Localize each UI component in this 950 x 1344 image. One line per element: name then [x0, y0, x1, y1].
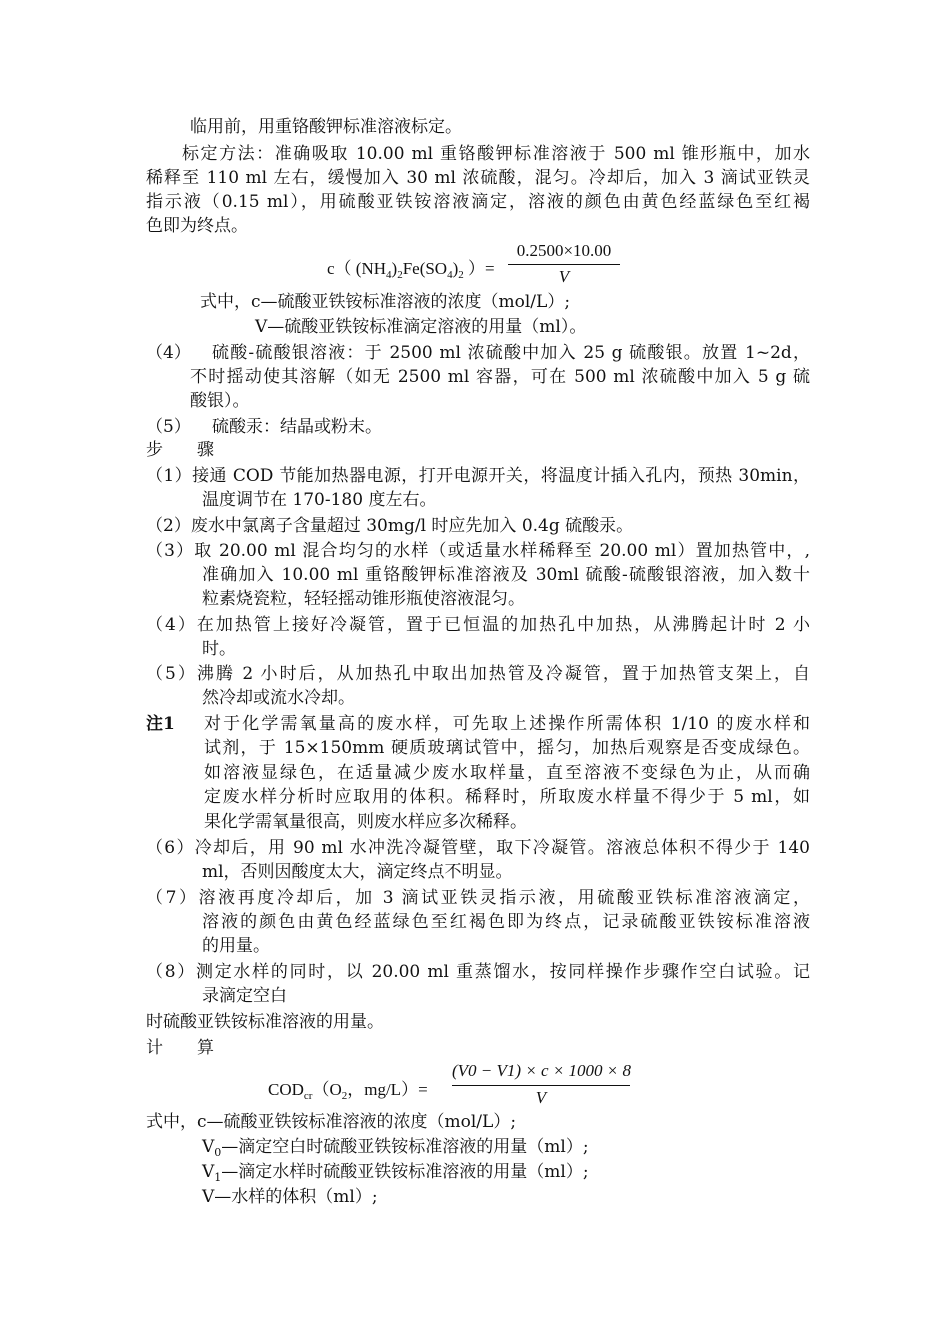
formula-2-numerator: (V0 − V1) × c × 1000 × 8 [452, 1061, 632, 1080]
formula-2-desc-v: V—水样的体积（ml）; [202, 1187, 378, 1207]
step-6-line-2: ml，否则因酸度太大，滴定终点不明显。 [202, 862, 513, 882]
step-1-line-1: （1）接通 COD 节能加热器电源，打开电源开关，将温度计插入孔内，预热 30min， [146, 466, 810, 486]
step-7-line-2: 溶液的颜色由黄色经蓝绿色至红褐色即为终点，记录硫酸亚铁铵标准溶液 [202, 912, 810, 932]
step-3-line-3: 粒素烧瓷粒，轻轻摇动锥形瓶使溶液混匀。 [202, 589, 525, 609]
step-8-line-1: （8）测定水样的同时，以 20.00 ml 重蒸馏水，按同样操作步骤作空白试验。记 [146, 962, 810, 982]
step-3-line-2: 准确加入 10.00 ml 重铬酸钾标准溶液及 30ml 硫酸-硫酸银溶液，加入数十 [202, 565, 810, 585]
step-5-line-2: 然冷却或流水冷却。 [202, 688, 355, 708]
step-7-line-1: （7）溶液再度冷却后，加 3 滴试亚铁灵指示液，用硫酸亚铁标准溶液滴定， [146, 888, 810, 908]
formula-2-desc-v1: $V_1—$滴定水样时硫酸亚铁铵标准溶液的用量（ml）; [202, 1162, 589, 1184]
note-line-4: 定废水样分析时应取用的体积。稀释时，所取废水样量不得少于 5 ml，如 [204, 787, 810, 807]
formula-2-desc-c: 式中，c—硫酸亚铁铵标准溶液的浓度（mol/L）; [146, 1112, 517, 1132]
method-line-1: 标定方法：准确吸取 10.00 ml 重铬酸钾标准溶液于 500 ml 锥形瓶中，加水 [182, 144, 810, 164]
note-label: 注1 [146, 714, 175, 734]
reagent-5-number: （5） [146, 417, 191, 437]
formula-1-numerator: 0.2500×10.00 [516, 241, 612, 260]
step-1-line-2: 温度调节在 170-180 度左右。 [202, 490, 437, 510]
formula-cod-lhs: $COD_{cr}(O_2$，mg/L）= [268, 1080, 428, 1102]
formula-2-denominator: V [535, 1088, 547, 1107]
note-line-1: 对于化学需氧量高的废水样，可先取上述操作所需体积 1/10 的废水样和 [204, 714, 810, 734]
calibration-note: 临用前，用重铬酸钾标准溶液标定。 [190, 117, 462, 137]
step-4-line-1: （4）在加热管上接好冷凝管，置于已恒温的加热孔中加热，从沸腾起计时 2 小 [146, 615, 810, 635]
method-line-3: 指示液（0.15 ml），用硫酸亚铁铵溶液滴定，溶液的颜色由黄色经蓝绿色至红褐 [146, 192, 810, 212]
step-8-line-2: 录滴定空白 [202, 986, 287, 1006]
step-5-line-1: （5）沸腾 2 小时后，从加热孔中取出加热管及冷凝管，置于加热管支架上，自 [146, 664, 810, 684]
note-line-3: 如溶液显绿色，在适量减少废水取样量，直至溶液不变绿色为止，从而确 [204, 763, 810, 783]
reagent-4-number: （4） [146, 343, 191, 363]
method-line-4: 色即为终点。 [146, 216, 248, 236]
formula-1-fraction-bar [508, 264, 620, 265]
formula-2-fraction-bar [452, 1085, 630, 1086]
formula-1-denominator: V [558, 267, 570, 286]
reagent-4-line-2: 不时摇动使其溶解（如无 2500 ml 容器，可在 500 ml 浓硫酸中加入 5 g 硫 [190, 367, 810, 387]
reagent-5-line-1: 硫酸汞：结晶或粉末。 [212, 417, 382, 437]
calc-heading: 计 算 [146, 1038, 214, 1058]
step-4-line-2: 时。 [202, 639, 236, 659]
method-line-2: 稀释至 110 ml 左右，缓慢加入 30 ml 浓硫酸，混匀。冷却后，加入 3 滴试亚铁灵 [146, 168, 810, 188]
step-7-line-3: 的用量。 [202, 936, 270, 956]
reagent-4-line-1: 硫酸-硫酸银溶液：于 2500 ml 浓硫酸中加入 25 g 硫酸银。放置 1~2d， [212, 343, 810, 363]
formula-ferrous-concentration-lhs: c（ $(NH_4)_2Fe(SO_4)_2$ ）= [327, 259, 495, 281]
steps-heading: 步 骤 [146, 440, 214, 460]
step-8-line-3: 时硫酸亚铁铵标准溶液的用量。 [146, 1012, 384, 1032]
note-line-5: 果化学需氧量很高，则废水样应多次稀释。 [204, 812, 527, 832]
step-2-line-1: （2）废水中氯离子含量超过 30mg/l 时应先加入 0.4g 硫酸汞。 [146, 516, 634, 536]
step-6-line-1: （6）冷却后，用 90 ml 水冲洗冷凝管壁，取下冷凝管。溶液总体积不得少于 140 [146, 838, 810, 858]
note-line-2: 试剂，于 15×150mm 硬质玻璃试管中，摇匀，加热后观察是否变成绿色。 [204, 738, 810, 758]
formula-1-desc-v: V—硫酸亚铁铵标准滴定溶液的用量（ml）。 [255, 317, 587, 337]
reagent-4-line-3: 酸银）。 [190, 391, 250, 411]
formula-2-desc-v0: $V_0—$滴定空白时硫酸亚铁铵标准溶液的用量（ml）; [202, 1137, 589, 1159]
formula-1-desc-c: 式中，c—硫酸亚铁铵标准溶液的浓度（mol/L）; [200, 292, 571, 312]
step-3-line-1: （3）取 20.00 ml 混合均匀的水样（或适量水样稀释至 20.00 ml）置加热管中，, [146, 541, 810, 561]
